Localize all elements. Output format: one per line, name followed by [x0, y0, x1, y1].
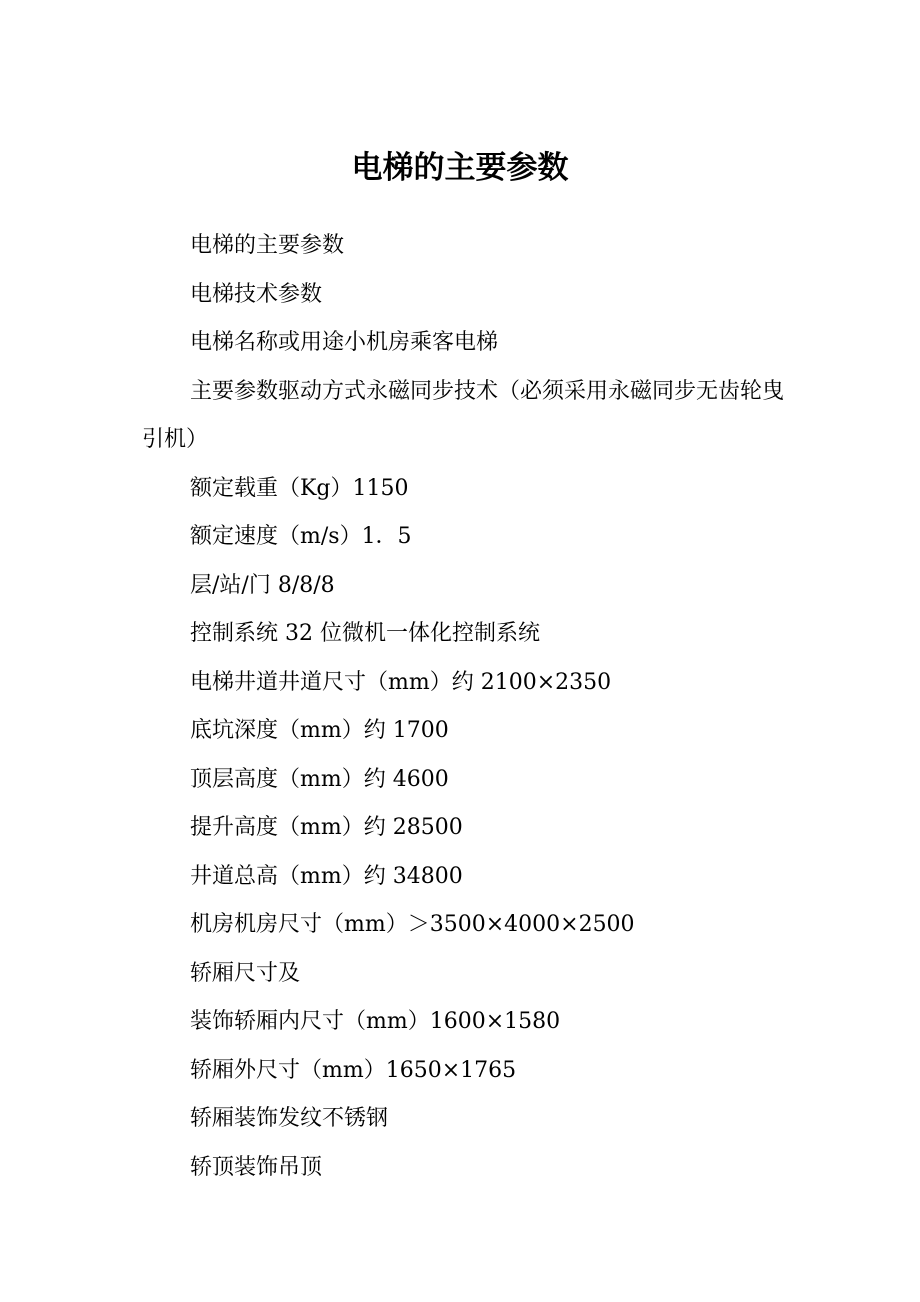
paragraph-shaft-size: 电梯井道井道尺寸（mm）约 2100×2350 — [190, 669, 612, 695]
paragraph-rated-load: 额定载重（Kg）1150 — [190, 475, 409, 501]
paragraph-pit-depth: 底坑深度（mm）约 1700 — [190, 718, 449, 743]
paragraph-drive-mode: 主要参数驱动方式永磁同步技术（必须采用永磁同步无齿轮曳引机） — [142, 378, 785, 452]
paragraph-control-system: 控制系统 32 位微机一体化控制系统 — [190, 621, 540, 646]
paragraph-rated-speed: 额定速度（m/s）1．5 — [190, 524, 412, 549]
paragraph-machine-room-size: 机房机房尺寸（mm）＞3500×4000×2500 — [190, 912, 635, 937]
paragraph-travel-height: 提升高度（mm）约 28500 — [190, 815, 463, 840]
paragraph-elevator-name: 电梯名称或用途小机房乘客电梯 — [190, 330, 499, 355]
paragraph-floors-stops-doors: 层/站/门 8/8/8 — [190, 572, 335, 598]
paragraph-car-size: 轿厢尺寸及 — [190, 960, 301, 986]
paragraph-car-decoration: 轿厢装饰发纹不锈钢 — [190, 1106, 389, 1131]
paragraph-shaft-total-height: 井道总高（mm）约 34800 — [190, 863, 463, 889]
paragraph-heading: 电梯的主要参数 — [190, 233, 345, 258]
document-title: 电梯的主要参数 — [351, 150, 569, 186]
paragraph-car-inner-size: 装饰轿厢内尺寸（mm）1600×1580 — [190, 1009, 561, 1034]
document-body — [142, 222, 792, 1192]
paragraph-car-outer-size: 轿厢外尺寸（mm）1650×1765 — [190, 1057, 517, 1083]
paragraph-car-ceiling: 轿顶装饰吊顶 — [190, 1154, 323, 1180]
paragraph-tech-params: 电梯技术参数 — [190, 281, 323, 307]
paragraph-overhead-height: 顶层高度（mm）约 4600 — [190, 766, 449, 792]
